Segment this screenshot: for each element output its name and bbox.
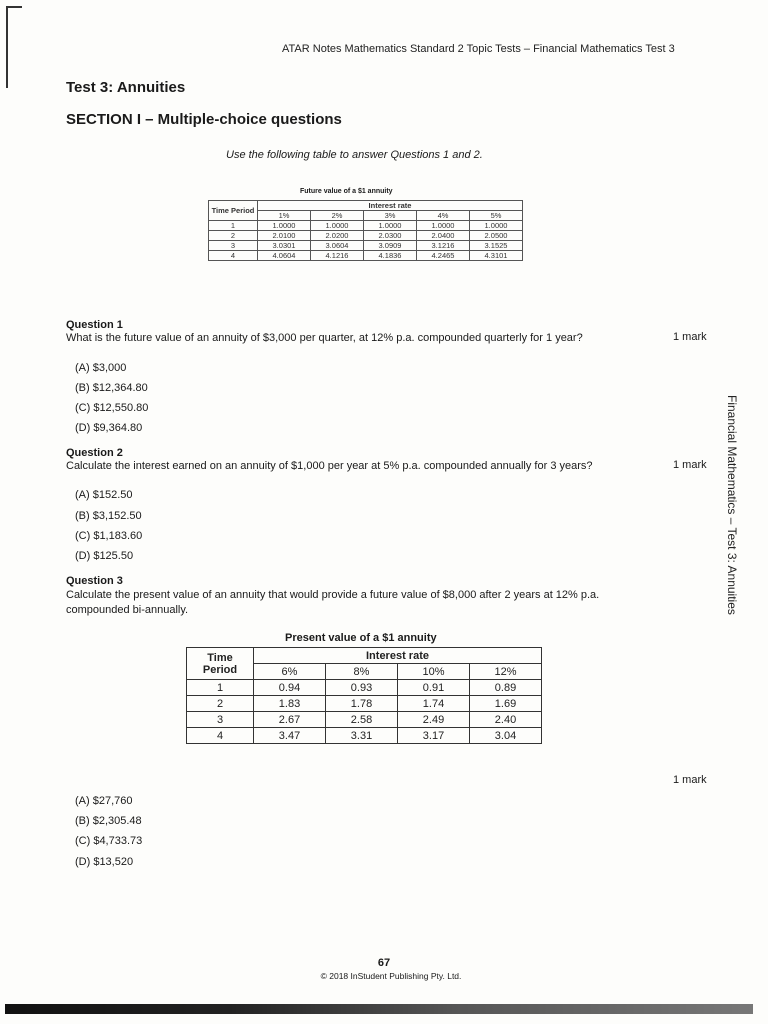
table1-rate-header: 2% (311, 211, 364, 221)
table1-cell: 3.1525 (470, 241, 523, 251)
question-1-title: Question 1 (66, 319, 123, 331)
present-value-table (186, 647, 542, 744)
table1-cell: 4.0604 (258, 251, 311, 261)
table-row (187, 680, 542, 696)
question-1-option-c[interactable]: (C) $12,550.80 (75, 402, 149, 414)
table1-cell: 1.0000 (258, 221, 311, 231)
table2-cell: 0.89 (470, 680, 542, 696)
table-row (209, 251, 523, 261)
question-3-mark: 1 mark (673, 774, 707, 786)
table1-cell: 3.0301 (258, 241, 311, 251)
table1-caption: Future value of a $1 annuity (300, 188, 393, 195)
table2-rate-header: 6% (254, 664, 326, 680)
table2-cell: 3.31 (326, 728, 398, 744)
bottom-scan-bar (5, 1004, 753, 1014)
question-3-title: Question 3 (66, 575, 123, 587)
table-instruction: Use the following table to answer Questions 1 and 2. (226, 149, 483, 161)
table1-cell: 1.0000 (311, 221, 364, 231)
table1-cell: 1.0000 (364, 221, 417, 231)
table1-cell: 2.0300 (364, 231, 417, 241)
table1-period: 3 (209, 241, 258, 251)
table1-cell: 2.0400 (417, 231, 470, 241)
table1-cell: 3.1216 (417, 241, 470, 251)
table1-cell: 4.3101 (470, 251, 523, 261)
table1-row-header: Time Period (209, 201, 258, 221)
table1-cell: 4.1836 (364, 251, 417, 261)
table1-rate-header: 1% (258, 211, 311, 221)
table-row (209, 231, 523, 241)
question-2-option-d[interactable]: (D) $125.50 (75, 550, 134, 562)
table2-rate-header: 8% (326, 664, 398, 680)
question-3-option-d[interactable]: (D) $13,520 (75, 856, 134, 868)
table2-cell: 0.91 (398, 680, 470, 696)
table2-cell: 3.17 (398, 728, 470, 744)
question-1-mark: 1 mark (673, 331, 707, 343)
table2-cell: 0.93 (326, 680, 398, 696)
side-section-label: Financial Mathematics – Test 3: Annuities (725, 395, 739, 615)
table1-rate-header: 5% (470, 211, 523, 221)
question-2-title: Question 2 (66, 447, 123, 459)
table2-cell: 2.49 (398, 712, 470, 728)
table-row (187, 728, 542, 744)
table-row (209, 221, 523, 231)
table2-cell: 3.04 (470, 728, 542, 744)
table2-cell: 0.94 (254, 680, 326, 696)
section-title: SECTION I – Multiple-choice questions (66, 111, 342, 128)
table1-rate-header: 3% (364, 211, 417, 221)
question-1-option-a[interactable]: (A) $3,000 (75, 362, 127, 374)
table2-cell: 2.67 (254, 712, 326, 728)
table1-cell: 2.0100 (258, 231, 311, 241)
table2-period: 2 (187, 696, 254, 712)
table-row (187, 696, 542, 712)
table2-group-header: Interest rate (254, 648, 542, 664)
question-3-option-a[interactable]: (A) $27,760 (75, 795, 133, 807)
table2-cell: 2.40 (470, 712, 542, 728)
future-value-table (208, 200, 523, 261)
copyright-notice: © 2018 InStudent Publishing Pty. Ltd. (320, 971, 462, 981)
question-2-option-a[interactable]: (A) $152.50 (75, 489, 133, 501)
table1-cell: 2.0200 (311, 231, 364, 241)
table2-row-header-line1: Time (207, 651, 233, 664)
table1-cell: 4.1216 (311, 251, 364, 261)
table1-cell: 3.0909 (364, 241, 417, 251)
table2-cell: 1.78 (326, 696, 398, 712)
table2-rate-header: 12% (470, 664, 542, 680)
table1-cell: 1.0000 (417, 221, 470, 231)
question-3-option-b[interactable]: (B) $2,305.48 (75, 815, 142, 827)
running-head: ATAR Notes Mathematics Standard 2 Topic Tests – Financial Mathematics Test 3 (282, 43, 675, 55)
table1-period: 1 (209, 221, 258, 231)
test-title: Test 3: Annuities (66, 79, 186, 96)
page-number: 67 (377, 957, 391, 969)
table2-period: 3 (187, 712, 254, 728)
question-1-option-d[interactable]: (D) $9,364.80 (75, 422, 143, 434)
table1-period: 2 (209, 231, 258, 241)
question-1-option-b[interactable]: (B) $12,364.80 (75, 382, 148, 394)
table2-cell: 3.47 (254, 728, 326, 744)
corner-crop-mark (6, 6, 22, 88)
table2-rate-header: 10% (398, 664, 470, 680)
table2-period: 1 (187, 680, 254, 696)
table1-cell: 4.2465 (417, 251, 470, 261)
table2-cell: 1.69 (470, 696, 542, 712)
question-2-mark: 1 mark (673, 459, 707, 471)
question-3-option-c[interactable]: (C) $4,733.73 (75, 835, 143, 847)
table1-cell: 1.0000 (470, 221, 523, 231)
table2-period: 4 (187, 728, 254, 744)
table1-cell: 2.0500 (470, 231, 523, 241)
table1-rate-header: 4% (417, 211, 470, 221)
table2-row-header (187, 648, 254, 680)
table2-caption: Present value of a $1 annuity (285, 632, 437, 644)
table-row (187, 712, 542, 728)
question-3-text-line2: compounded bi-annually. (66, 604, 189, 616)
table2-cell: 2.58 (326, 712, 398, 728)
table2-row-header-line2: Period (202, 663, 238, 676)
question-1-text: What is the future value of an annuity of $3,000 per quarter, at 12% p.a. compounded quarterly for 1 year? (66, 332, 583, 344)
question-3-text-line1: Calculate the present value of an annuity that would provide a future value of $8,000 after 2 years at 12% p.a. (66, 589, 600, 601)
question-2-text: Calculate the interest earned on an annuity of $1,000 per year at 5% p.a. compounded annually for 3 years? (66, 460, 593, 472)
table1-cell: 3.0604 (311, 241, 364, 251)
table2-cell: 1.74 (398, 696, 470, 712)
table-row (209, 241, 523, 251)
table1-period: 4 (209, 251, 258, 261)
question-2-option-b[interactable]: (B) $3,152.50 (75, 510, 142, 522)
table1-group-header: Interest rate (258, 201, 523, 211)
table2-cell: 1.83 (254, 696, 326, 712)
question-2-option-c[interactable]: (C) $1,183.60 (75, 530, 143, 542)
